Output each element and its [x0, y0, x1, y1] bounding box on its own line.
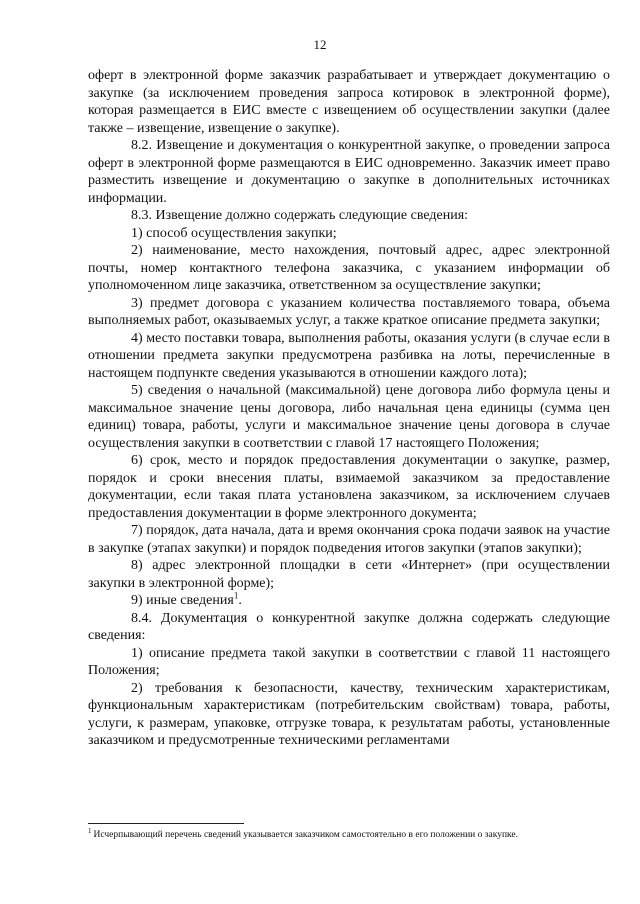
list-item: 3) предмет договора с указанием количества поставляемого товара, объема выполняемых работ, оказываемых услуг, а также краткое описание предмета закупки;	[88, 295, 610, 328]
list-item: 2) требования к безопасности, качеству, техническим характеристикам, функциональным характеристикам (потребительским свойствам) товара, работы, услуги, к размерам, упаковке, отгрузке товара, к результатам работы, установленные заказчиком и предусмотренные техническими регламентами	[88, 680, 610, 748]
list-item: 8) адрес электронной площадки в сети «Интернет» (при осуществлении закупки в электронной форме);	[88, 558, 610, 591]
footnote-reference[interactable]: 1	[233, 590, 239, 601]
list-item-with-footnote	[88, 592, 610, 610]
footnote-text: Исчерпывающий перечень сведений указывается заказчиком самостоятельно в его положении о закупке.	[93, 830, 518, 840]
list-item: 7) порядок, дата начала, дата и время окончания срока подачи заявок на участие в закупке (этапах закупки) и порядок подведения итогов закупки (этапов закупки);	[88, 523, 610, 556]
paragraph: 8.4. Документация о конкурентной закупке должна содержать следующие сведения:	[88, 610, 610, 643]
paragraph: 8.3. Извещение должно содержать следующие сведения:	[131, 208, 469, 223]
list-item: 4) место поставки товара, выполнения работы, оказания услуги (в случае если в отношении предмета закупки предусмотрена разбивка на лоты, перечисленные в настоящем подпункте сведения указываются в отношении каждого лота);	[88, 330, 610, 381]
page-number: 12	[313, 37, 327, 52]
list-item-text: 9) иные сведения	[131, 593, 234, 608]
list-item-punctuation: .	[238, 593, 242, 608]
list-item: 2) наименование, место нахождения, почтовый адрес, адрес электронной почты, номер контактного телефона заказчика, с указанием информации об уполномоченном лице заказчика, ответственном за осуществление закупки;	[88, 243, 610, 293]
body-text	[88, 67, 610, 750]
footnote-divider	[88, 823, 244, 824]
list-item: 1) описание предмета такой закупки в соответствии с главой 11 настоящего Положения;	[88, 645, 610, 678]
footnote	[88, 826, 610, 841]
footnote-number: 1	[88, 826, 92, 835]
paragraph: 8.2. Извещение и документация о конкурентной закупке, о проведении запроса оферт в электронной форме размещаются в ЕИС одновременно. Заказчик имеет право разместить извещение и документацию о закупке в дополнительных источниках информации.	[88, 138, 610, 206]
list-item: 6) срок, место и порядок предоставления документации о закупке, размер, порядок и сроки внесения платы, взимаемой заказчиком за предоставление документации, если такая плата установлена заказчиком, за исключением случаев предоставления документации в форме электронного документа;	[88, 453, 610, 521]
list-item: 5) сведения о начальной (максимальной) цене договора либо формула цены и максимальное значение цены договора, либо начальная цена единицы (сумма цен единиц) товара, работы, услуги и максимальное значение цены договора в случае осуществления закупки в соответствии с главой 17 настоящего Положения;	[88, 383, 610, 451]
list-item: 1) способ осуществления закупки;	[131, 225, 337, 241]
paragraph: оферт в электронной форме заказчик разрабатывает и утверждает документацию о закупке (за исключением проведения запроса котировок в электронной форме), которая размещается в ЕИС вместе с извещением об осуществлении закупки (далее также – извещение, извещение о закупке).	[88, 68, 610, 136]
